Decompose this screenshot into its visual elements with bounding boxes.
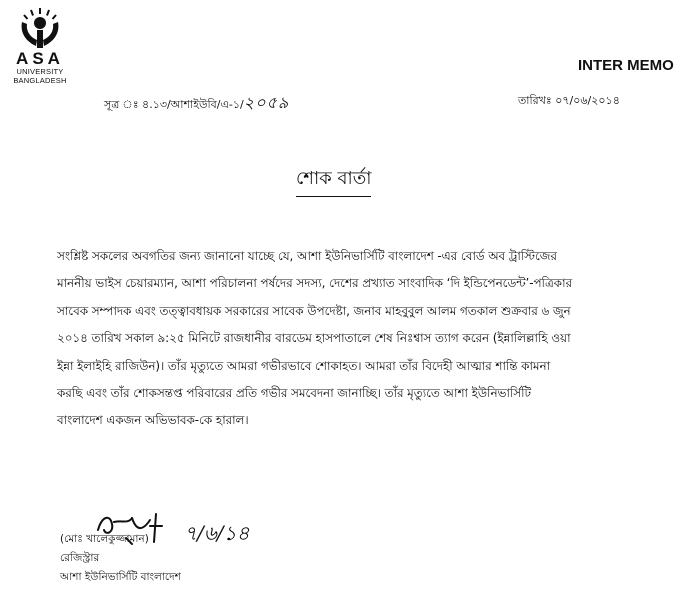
body-line: ২০১৪ তারিখ সকাল ৯:২৫ মিনিটে রাজধানীর বারডেম হাসপাতালে শেষ নিঃশ্বাস ত্যাগ করেন (ইন্নালিল্লাহি ওয়া [57, 331, 571, 346]
body-line: সংশ্লিষ্ট সকলের অবগতির জন্য জানানো যাচ্ছে যে, আশা ইউনিভার্সিটি বাংলাদেশ -এর বোর্ড অব ট্রাস্টিজের [57, 249, 557, 263]
body-line: বাংলাদেশ একজন অভিভাবক-কে হারাল। [57, 413, 249, 428]
body-line: ইন্না ইলাইহি রাজিউন)। তাঁর মৃত্যুতে আমরা গভীরভাবে শোকাহত। আমরা তাঁর বিদেহী আত্মার শান্তি কামনা [57, 358, 551, 373]
handwritten-date-text: ৭/৬/১৪ [184, 521, 250, 545]
reference-handwritten-number: ২০৫৯ [243, 93, 290, 112]
body-line: করছি এবং তাঁর শোকসন্তপ্ত পরিবারের প্রতি গভীর সমবেদনা জানাচ্ছি। তাঁর মৃত্যুতে আশা ইউনিভার্সিটি [57, 386, 531, 401]
signatory-title: রেজিস্ট্রার [60, 552, 100, 564]
memo-title: INTER MEMO [578, 57, 674, 74]
signatory-name: (মোঃ খালেকুজ্জামান) [60, 533, 149, 545]
memo-date: তারিখঃ ০৭/০৬/২০১৪ [518, 94, 620, 107]
memo-body [57, 243, 669, 435]
logo-name: ASA [16, 49, 64, 68]
reference-number [104, 90, 289, 117]
logo-subtitle-bangladesh: BANGLADESH [13, 76, 67, 85]
subject-heading: শোক বার্তা [296, 164, 371, 197]
signatory-organization: আশা ইউনিভার্সিটি বাংলাদেশ [60, 571, 181, 583]
handwritten-date [184, 521, 249, 545]
body-line: মাননীয় ভাইস চেয়ারম্যান, আশা পরিচালনা পর্ষদের সদস্য, দেশের প্রখ্যাত সাংবাদিক ‘দি ইন্ডিপেনডেন্ট’-পত্রিকার [57, 276, 572, 291]
logo-subtitle-university: UNIVERSITY [16, 67, 64, 76]
reference-label: সূত্র ঃ ৪.১৩/আশাইউবি/এ-১/ [104, 98, 244, 111]
hands-sun-logo-icon [16, 6, 64, 50]
body-line: সাবেক সম্পাদক এবং তত্ত্বাবধায়ক সরকারের সাবেক উপদেষ্টা, জনাব মাহবুবুল আলম গতকাল শুক্রবার ৬ জুন [57, 303, 571, 318]
university-logo [10, 6, 70, 85]
